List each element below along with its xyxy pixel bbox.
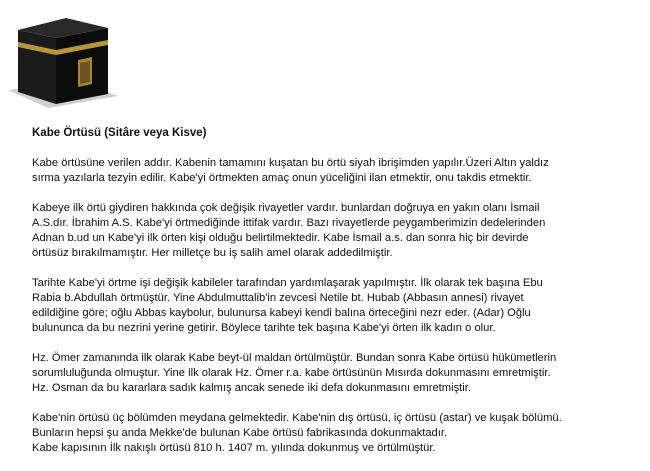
paragraph-line: A.S.dır. İbrahim A.S. Kabe'yi örtmediğinde ittifak vardır. Bazı rivayetlerde peygamberimizin dedelerinden — [32, 217, 546, 229]
paragraph-line: sırma yazılarla tezyin edilir. Kabe'yi örtmekten amaç onun yüceliğini ilan etmektir, onu takdis etmektir. — [32, 172, 532, 184]
paragraph-line: Bunların hepsi şu anda Mekke'de bulunan Kabe örtüsü fabrikasında dokunmaktadır. — [32, 427, 448, 439]
paragraph-5 — [32, 411, 632, 456]
article-title: Kabe Örtüsü (Sitâre veya Kisve) — [32, 127, 207, 139]
paragraph-line: Kabe kapısının İlk nakışlı örtüsü 810 h. 1407 m. yılında dokunmuş ve örtülmüştür. — [32, 442, 436, 454]
paragraph-line: Hz. Ömer zamanında ilk olarak Kabe beyt-ül maldan örtülmüştür. Bundan sonra Kabe örtüsü hükümetlerin — [32, 352, 557, 364]
kaaba-image — [8, 8, 118, 108]
article — [32, 126, 632, 471]
paragraph-line: Rabia b.Abdullah örtmüştür. Yine Abdulmuttalib'in zevcesi Netile bt. Hubab (Abbasın annesi) rivayet — [32, 292, 524, 304]
paragraph-line: bulununca da bu nezrini yerine getirir. Böylece tarihte tek başına Kabe'yi örten ilk kadın o olur. — [32, 322, 496, 334]
paragraph-line: sorumluluğunda olmuştur. Yine ilk olarak Hz. Ömer r.a. kabe örtüsünün Mısırda dokunmasını emretmiştir. — [32, 367, 551, 379]
paragraph-line: Tarihte Kabe'yi örtme işi değişik kabileler tarafından yardımlaşarak yapılmıştır. İlk olarak tek başına Ebu — [32, 277, 543, 289]
paragraph-line: örtüsüz bırakılmamıştır. Her milletçe bu iş salih amel olarak addedilmiştir. — [32, 247, 393, 259]
paragraph-2 — [32, 201, 632, 261]
paragraph-1 — [32, 156, 632, 186]
paragraph-line: Kabe'nin örtüsü üç bölümden meydana gelmektedir. Kabe'nin dış örtüsü, iç örtüsü (astar) ve kuşak bölümü. — [32, 412, 562, 424]
paragraph-line: Kabeye ilk örtü giydiren hakkında çok değişik rivayetler vardır. bunlardan doğruya en yakın olanı İsmail — [32, 202, 540, 214]
paragraph-line: Kabe örtüsüne verilen addır. Kabenin tamamını kuşatan bu örtü siyah ibrişimden yapılır.Üzeri Altın yaldız — [32, 157, 549, 169]
paragraph-line: Adnan b.ud un Kabe'yi ilk örten kişi olduğu belirtilmektedir. Kabe İsmail a.s. dan sonra hiç bir devirde — [32, 232, 529, 244]
paragraph-line: edildiğine göre; oğlu Abbas kaybolur, bulunursa kabeyi kendi balına örteceğini nezr eder. (Adar) Oğlu — [32, 307, 531, 319]
paragraph-line: Hz. Osman da bu kararlara sadık kalmış ancak senede iki defa dokunmasını emretmiştir. — [32, 382, 471, 394]
paragraph-3 — [32, 276, 632, 336]
paragraph-4 — [32, 351, 632, 396]
